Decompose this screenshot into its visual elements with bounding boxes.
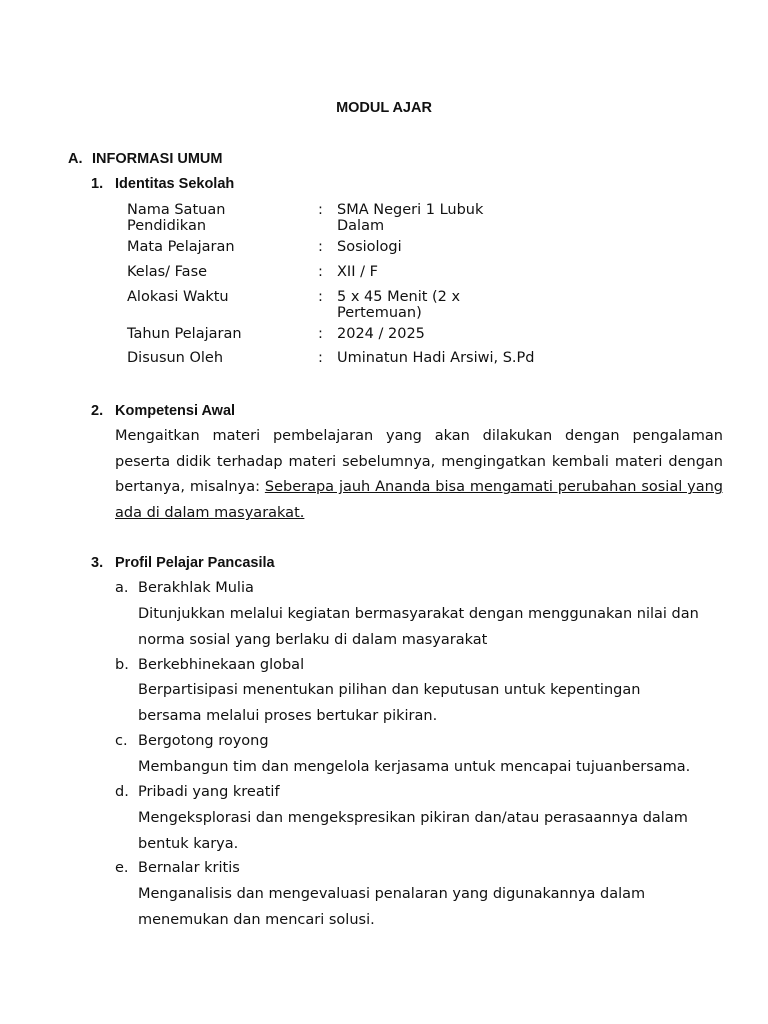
profil-item-bergotong-royong (115, 733, 735, 749)
info-label: Nama Satuan Pendidikan (127, 202, 226, 234)
info-value: Sosiologi (337, 239, 402, 255)
info-label: Disusun Oleh (127, 350, 224, 366)
document-title: MODUL AJAR (336, 100, 432, 116)
identitas-label: Identitas Sekolah (115, 176, 235, 192)
info-separator: : (318, 239, 323, 255)
identitas-heading (91, 176, 234, 192)
section-a-label: INFORMASI UMUM (92, 151, 223, 167)
profil-item-desc: Mengeksplorasi dan mengekspresikan pikiran dan/atau perasaannya dalam bentuk karya. (138, 810, 688, 852)
section-a-heading (68, 151, 223, 167)
profil-item-desc: Menganalisis dan mengevaluasi penalaran yang digunakannya dalam menemukan dan mencari solusi. (138, 886, 646, 928)
item-marker: c. (115, 733, 128, 749)
info-value: Uminatun Hadi Arsiwi, S.Pd (337, 350, 535, 366)
kompetensi-marker: 2. (91, 403, 104, 419)
item-label: Pribadi yang kreatif (138, 784, 280, 800)
profil-item-desc: Membangun tim dan mengelola kerjasama untuk mencapai tujuanbersama. (138, 759, 691, 775)
info-separator: : (318, 350, 323, 366)
item-label: Bergotong royong (138, 733, 269, 749)
profil-item-desc: Ditunjukkan melalui kegiatan bermasyarakat dengan menggunakan nilai dan norma sosial yang berlaku di dalam masyarakat (138, 606, 699, 648)
kompetensi-label: Kompetensi Awal (115, 403, 236, 419)
info-value: XII / F (337, 264, 378, 280)
info-label: Alokasi Waktu (127, 289, 229, 305)
item-label: Berkebhinekaan global (138, 657, 305, 673)
info-label: Tahun Pelajaran (127, 326, 242, 342)
kompetensi-question: Seberapa jauh Ananda bisa mengamati perubahan sosial yang ada di dalam masyarakat. (115, 479, 723, 522)
section-a-marker: A. (68, 151, 83, 167)
item-marker: b. (115, 657, 129, 673)
profil-item-pribadi-kreatif (115, 784, 735, 800)
info-value: SMA Negeri 1 Lubuk Dalam (337, 202, 484, 234)
item-marker: d. (115, 784, 129, 800)
info-label: Mata Pelajaran (127, 239, 235, 255)
item-label: Bernalar kritis (138, 860, 240, 876)
profil-label: Profil Pelajar Pancasila (115, 555, 275, 571)
kompetensi-paragraph (115, 424, 723, 527)
info-separator: : (318, 264, 323, 280)
item-label: Berakhlak Mulia (138, 580, 254, 596)
profil-item-desc: Berpartisipasi menentukan pilihan dan keputusan untuk kepentingan bersama melalui proses bertukar pikiran. (138, 682, 641, 724)
info-separator: : (318, 326, 323, 342)
item-marker: a. (115, 580, 129, 596)
kompetensi-heading (91, 403, 235, 419)
profil-marker: 3. (91, 555, 104, 571)
info-value: 2024 / 2025 (337, 326, 425, 342)
identitas-marker: 1. (91, 176, 104, 192)
profil-item-bernalar-kritis (115, 860, 735, 876)
info-separator: : (318, 202, 323, 218)
info-value: 5 x 45 Menit (2 x Pertemuan) (337, 289, 461, 321)
kompetensi-text: Mengaitkan materi pembelajaran yang akan dilakukan dengan pengalaman peserta didik terhadap materi sebelumnya, mengingatkan kembali materi dengan bertanya, misalnya: (115, 428, 723, 496)
profil-heading (91, 555, 275, 571)
info-separator: : (318, 289, 323, 305)
profil-item-berkebhinekaan-global (115, 657, 735, 673)
item-marker: e. (115, 860, 129, 876)
profil-item-berakhlak-mulia (115, 580, 735, 596)
info-label: Kelas/ Fase (127, 264, 208, 280)
